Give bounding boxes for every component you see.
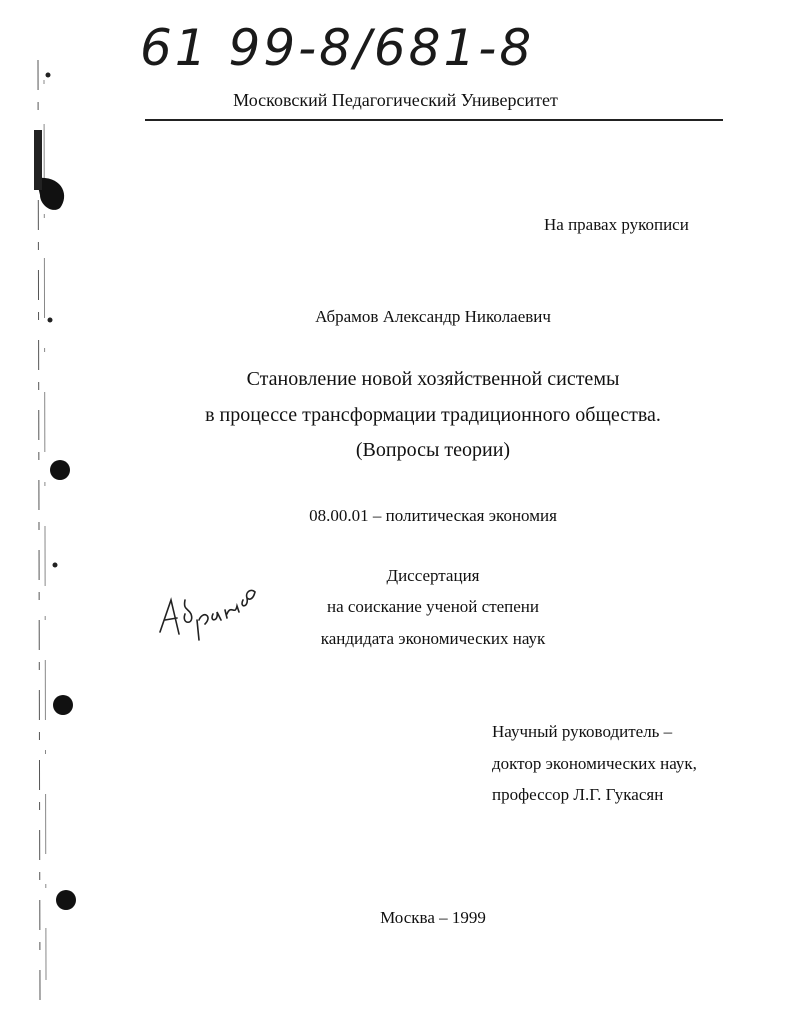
dissertation-title-line-3: (Вопросы теории) <box>355 439 511 461</box>
dissertation-title-line-1: Становление новой хозяйственной системы <box>246 368 620 390</box>
archive-number: 61 99-8/681-8 <box>140 19 535 77</box>
degree-line-3: кандидата экономических наук <box>320 629 546 648</box>
city-year: Москва – 1999 <box>380 908 486 927</box>
supervisor-line-3: профессор Л.Г. Гукасян <box>492 785 664 804</box>
header-rule <box>145 119 723 121</box>
degree-line-1: Диссертация <box>386 566 480 585</box>
author-name: Абрамов Александр Николаевич <box>315 307 551 326</box>
university-name: Московский Педагогический Университет <box>233 90 558 110</box>
dissertation-title-line-2: в процессе трансформации традиционного общества. <box>205 404 661 426</box>
supervisor-line-1: Научный руководитель – <box>492 722 673 741</box>
specialty-code: 08.00.01 – политическая экономия <box>309 506 557 525</box>
rights-note: На правах рукописи <box>544 215 689 234</box>
author-signature <box>155 570 265 650</box>
degree-line-2: на соискание ученой степени <box>326 597 540 616</box>
supervisor-line-2: доктор экономических наук, <box>492 754 697 773</box>
